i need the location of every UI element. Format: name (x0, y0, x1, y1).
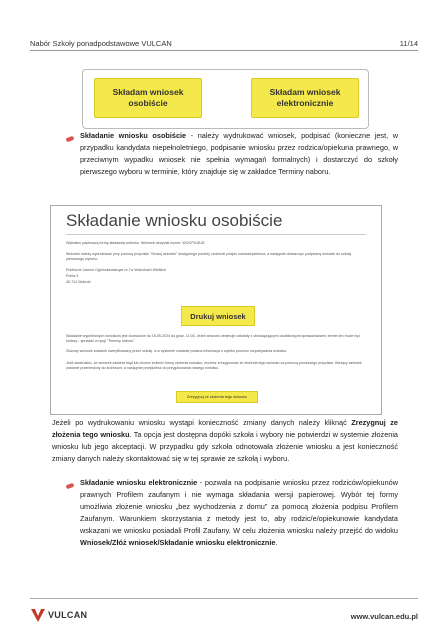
vulcan-logo-icon (30, 607, 46, 623)
electronic-path: Wniosek/Złóż wniosek/Składanie wniosku elektronicznie (80, 538, 276, 547)
page-number: 11/14 (399, 39, 418, 48)
resign-button[interactable]: Zrezygnuj ze złożenia tego wniosku (176, 391, 258, 403)
footer-divider (30, 598, 418, 599)
screenshot-line: Publiczne Liceum Ogólnokształcące nr I w Wołczkach Wielkich (66, 268, 166, 272)
screenshot-line: Składanie wypełnionych wniosków jest dozwolone do 18-05-2024 do godz. 11:00. Jeżeli wniosek obejmuje oddziały z obowiązującymi dodatkowymi sprawdzianami, termin ten może być krótszy - sprawdź w opcji "Terminy naboru". (66, 334, 360, 343)
submit-electronic-button[interactable]: Składam wniosek elektronicznie (251, 78, 359, 118)
header-title: Nabór Szkoły ponadpodstawowe VULCAN (30, 39, 172, 48)
vulcan-logo (30, 607, 88, 628)
screenshot-line: Złożony wniosek zostanie zweryfikowany przez szkołę, a w systemie zostanie podana informacja o wyniku procesu rozpatrywania wniosku. (66, 349, 288, 353)
screenshot-line: 45-714 Wołczki (66, 280, 91, 284)
embedded-screenshot (50, 205, 382, 415)
footer-url[interactable]: www.vulcan.edu.pl (350, 612, 418, 621)
screenshot-line: Wniosek należy wydrukować przy pomocy przycisku "Drukuj wniosek" dostępnego poniżej, umieścić podpis rodzica/opiekuna, a następnie dostarczyć podpisany wniosek do szkoły pierwszego wyboru: (66, 252, 352, 261)
electronic-text-2: . (275, 538, 278, 547)
paragraph-electronic (80, 477, 398, 549)
submit-options-box (82, 69, 369, 129)
brand-name: VULCAN (48, 610, 88, 620)
page-header (30, 39, 418, 48)
paper-text: - należy wydrukować wniosek, podpisać (konieczne jest, w przypadku kandydata niepełnoletniego, podpisanie wniosku przez rodzica/opiekuna prawnego, w przeciwnym wypadku wniosek nie spełnia wymagań formalnych) i dostarczyć do szkoły pierwszego wyboru w terminie, który znajduje się w zakładce Terminy naboru. (80, 131, 398, 176)
print-button[interactable]: Drukuj wniosek (181, 306, 255, 326)
header-divider (30, 50, 418, 51)
electronic-label: Składanie wniosku elektronicznie (80, 478, 198, 487)
paragraph-paper (80, 130, 398, 178)
bullet-icon (66, 483, 75, 489)
screenshot-line: Jeśli stwierdzisz, że wniosek zawiera błąd lub chcesz zmienić formę złożenia wniosku, możesz zrezygnować ze złożenia tego wniosku za pomocą poniższego przycisku. Bieżący wniosek zostanie przeniesiony do archiwum, a następnie przejdziesz do przygotowania nowego wniosku. (66, 361, 362, 370)
screenshot-line: Polna 3 (66, 274, 79, 278)
screenshot-title: Składanie wniosku osobiście (66, 211, 283, 230)
paper-label: Składanie wniosku osobiście (80, 131, 187, 140)
bullet-icon (66, 136, 75, 142)
resign-text-2: . Ta opcja jest dostępna dopóki szkoła i wybory nie potwierdzi w systemie złożenia wniosku lub jego akceptacji. W przypadku gdy szkoła odnotowała złożenie wniosku a jest konieczność zmiany danych należy skontaktować się w tej sprawie ze szkołą i wyboru. (52, 430, 398, 463)
resign-highlight: Zrezygnuj ze złożenia tego wniosku (52, 418, 398, 439)
screenshot-line: Wybrałeś papierową formę składania wniosku. Wniosek otrzymał numer: WOCPU1BJ5 (66, 241, 205, 245)
screenshot-divider (66, 234, 366, 235)
resign-text: Jeżeli po wydrukowaniu wniosku wystąpi konieczność zmiany danych należy kliknąć (52, 418, 352, 427)
electronic-text: - pozwala na podpisanie wniosku przez rodziców/opiekunów prawnych Profilem zaufanym i nie wymaga składania wersji papierowej. Wybór tej formy umożliwia złożenie wniosku „bez wychodzenia z domu" za pomocą złożenia podpisu Profilem Zaufanym. Warunkiem skorzystania z metody jest to, aby rodzic/e/opiekunowie kandydata wskazani we wniosku posiadali Profil Zaufany. W celu złożenia wniosku należy przejść do widoku (80, 478, 398, 535)
paragraph-resign (52, 417, 398, 465)
submit-paper-button[interactable]: Składam wniosek osobiście (94, 78, 202, 118)
